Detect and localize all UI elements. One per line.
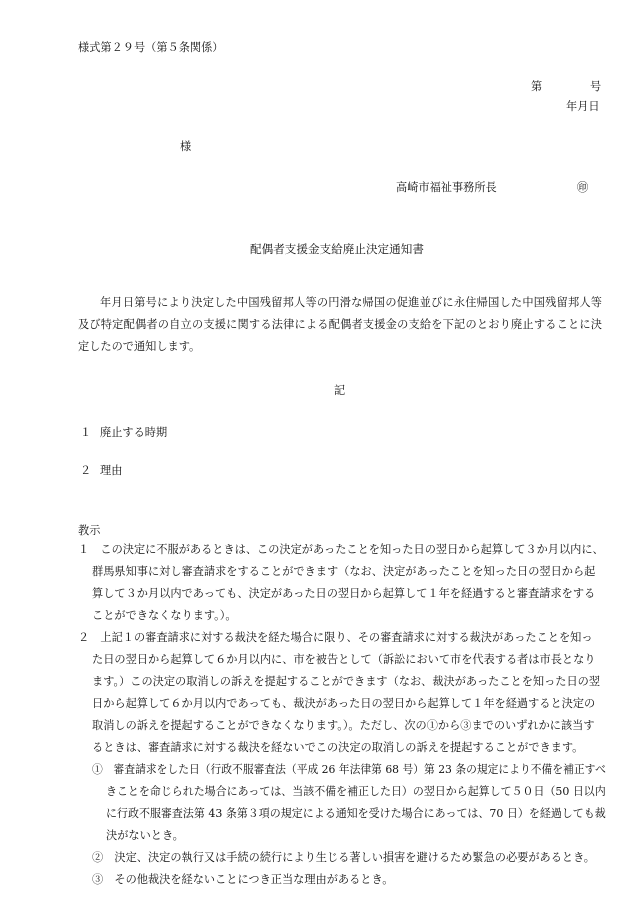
notice-heading: 教示	[78, 524, 101, 537]
notice-line: 決がないとき。	[106, 829, 184, 842]
form-number: 様式第２９号（第５条関係）	[78, 41, 224, 54]
seal-mark: ㊞	[577, 181, 589, 194]
number-prefix: 第	[531, 80, 543, 93]
sender-name: 高崎市福祉事務所長	[396, 181, 497, 194]
notice-line: ことができなくなります。）。	[92, 609, 237, 622]
notice-line: るときは、審査請求に対する裁決を経ないでこの決定の取消しの訴えを提起することができます。	[92, 741, 584, 754]
notice-line: に行政不服審査法第 43 条第３項の規定による通知を受けた場合にあっては、70 日）を経過しても裁	[106, 807, 606, 820]
item-2-number: ２	[80, 464, 92, 477]
item-2-label: 理由	[100, 464, 123, 477]
notice-line: ① 審査請求をした日（行政不服審査法（平成 26 年法律第 68 号）第 23 条の規定により不備を補正すべ	[92, 763, 606, 776]
notice-line: ２ 上記１の審査請求に対する裁決を経た場合に限り、その審査請求に対する裁決があったことを知っ	[78, 631, 593, 644]
addressee-suffix: 様	[180, 140, 192, 153]
ki-marker: 記	[334, 384, 346, 397]
item-1-label: 廃止する時期	[100, 426, 168, 439]
notice-line: ③ その他裁決を経ないことにつき正当な理由があるとき。	[92, 873, 394, 886]
notice-line: 日から起算して６か月以内であっても、裁決があった日の翌日から起算して１年を経過すると決定の	[92, 697, 596, 710]
number-suffix: 号	[590, 80, 602, 93]
notice-line: きことを命じられた場合にあっては、当該不備を補正した日）の翌日から起算して５０日（50 日以内	[106, 785, 606, 798]
issue-date: 年月日	[566, 100, 600, 113]
notice-line: 算して３か月以内であっても、決定があった日の翌日から起算して１年を経過すると審査請求をする	[92, 587, 596, 600]
notice-line: 群馬県知事に対し審査請求をすることができます（なお、決定があったことを知った日の翌日から起	[92, 565, 596, 578]
notice-line: 取消しの訴えを提起することができなくなります。）。ただし、次の①から③までのいずれかに該当す	[92, 719, 595, 732]
notice-line: １ この決定に不服があるときは、この決定があったことを知った日の翌日から起算して３か月以内に、	[78, 543, 604, 556]
notice-line: た日の翌日から起算して６か月以内に、市を被告として（訴訟において市を代表する者は市長となり	[92, 653, 596, 666]
notice-line: ます。）この決定の取消しの訴えを提起することができます（なお、裁決があったことを知った日の翌	[92, 675, 601, 688]
document-title: 配偶者支援金支給廃止決定通知書	[250, 242, 424, 256]
body-paragraph: 年月日第号により決定した中国残留邦人等の円滑な帰国の促進並びに永住帰国した中国残留邦人等及び特定配偶者の自立の支援に関する法律による配偶者支援金の支給を下記のとおり廃止することに決定したので通知します。	[78, 296, 602, 353]
notice-line: ② 決定、決定の執行又は手続の続行により生じる著しい損害を避けるため緊急の必要があるとき。	[92, 851, 595, 864]
item-1-number: １	[80, 426, 92, 439]
